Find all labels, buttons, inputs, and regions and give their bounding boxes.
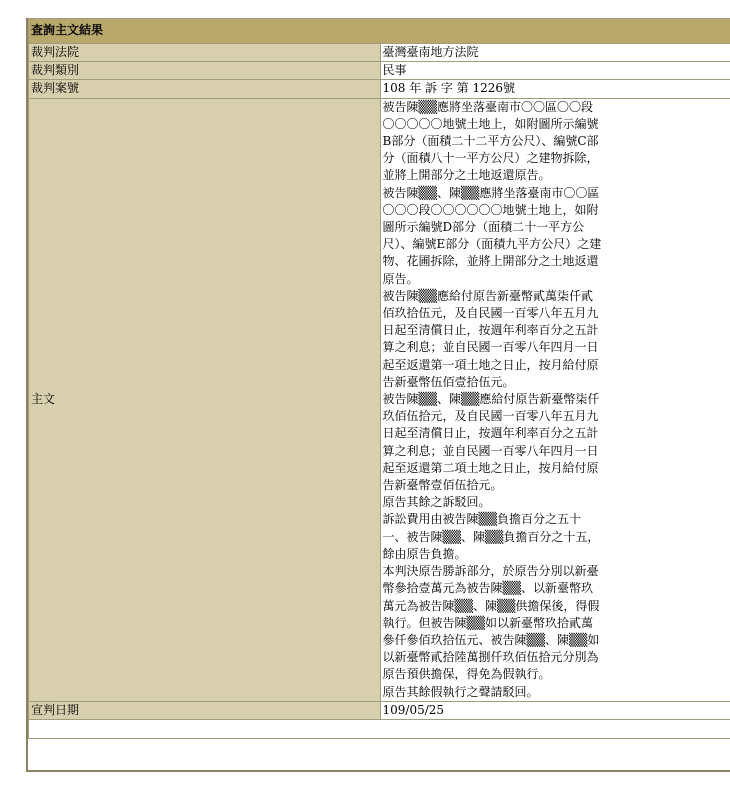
case-number-label: 裁判案號 bbox=[29, 80, 381, 98]
main-text-value bbox=[380, 98, 730, 701]
main-paragraph: 原告其餘假執行之聲請駁回。 bbox=[382, 684, 539, 699]
table-row bbox=[29, 701, 730, 719]
judgment-date-label: 宣判日期 bbox=[29, 701, 381, 719]
judgment-date-value: 109/05/25 bbox=[380, 701, 730, 719]
result-table bbox=[28, 18, 730, 739]
main-paragraph: 被告陳▒▒、陳▒▒應將坐落臺南市〇〇區〇〇〇段〇〇〇〇〇〇地號土地上，如附圖所示編號D部分（面積二十一平方公尺）、編號E部分（面積九平方公尺）之建物、花圃拆除，並將上開部分之土地返還原告。 bbox=[382, 185, 602, 286]
main-paragraph: 被告陳▒▒應給付原告新臺幣貳萬柒仟貳佰玖拾伍元，及自民國一百零八年五月九日起至清償日止，按週年利率百分之五計算之利息；並自民國一百零八年四月一日起至返還第一項土地之日止，按月給付原告新臺幣伍佰壹拾伍元。 bbox=[382, 288, 599, 389]
page-title: 查詢主文結果 bbox=[29, 19, 730, 44]
case-number-value: 108 年 訴 字 第 1226號 bbox=[380, 80, 730, 98]
table-footer-row bbox=[29, 719, 730, 738]
table-row bbox=[29, 62, 730, 80]
table-row bbox=[29, 80, 730, 98]
table-footer-spacer bbox=[29, 719, 730, 738]
court-value: 臺灣臺南地方法院 bbox=[380, 44, 730, 62]
category-value: 民事 bbox=[380, 62, 730, 80]
court-label: 裁判法院 bbox=[29, 44, 381, 62]
main-paragraph: 本判決原告勝訴部分，於原告分別以新臺幣參拾壹萬元為被告陳▒▒、以新臺幣玖萬元為被告陳▒▒、陳▒▒供擔保後，得假執行。但被告陳▒▒如以新臺幣玖拾貳萬參仟參佰玖拾伍元、被告陳▒▒、陳▒▒如以新臺幣貳拾陸萬捌仟玖佰伍拾元分別為原告預供擔保，得免為假執行。 bbox=[382, 564, 600, 682]
main-paragraph: 被告陳▒▒應將坐落臺南市〇〇區〇〇段〇〇〇〇〇地號土地上，如附圖所示編號B部分（面積二十二平方公尺）、編號C部分（面積八十一平方公尺）之建物拆除，並將上開部分之土地返還原告。 bbox=[382, 99, 599, 183]
table-row bbox=[29, 44, 730, 62]
table-header-row bbox=[29, 19, 730, 44]
result-frame bbox=[26, 18, 730, 772]
main-text-label: 主文 bbox=[29, 98, 381, 701]
main-text-body bbox=[383, 99, 605, 701]
main-paragraph: 被告陳▒▒、陳▒▒應給付原告新臺幣柒仟玖佰伍拾元，及自民國一百零八年五月九日起至清償日止，按週年利率百分之五計算之利息；並自民國一百零八年四月一日起至返還第二項土地之日止，按月給付原告新臺幣壹佰伍拾元。 bbox=[382, 392, 600, 493]
category-label: 裁判類別 bbox=[29, 62, 381, 80]
main-paragraph: 原告其餘之訴駁回。 bbox=[382, 495, 491, 510]
main-paragraph: 訴訟費用由被告陳▒▒負擔百分之五十一、被告陳▒▒、陳▒▒負擔百分之十五，餘由原告負擔。 bbox=[382, 512, 600, 561]
table-row bbox=[29, 98, 730, 701]
